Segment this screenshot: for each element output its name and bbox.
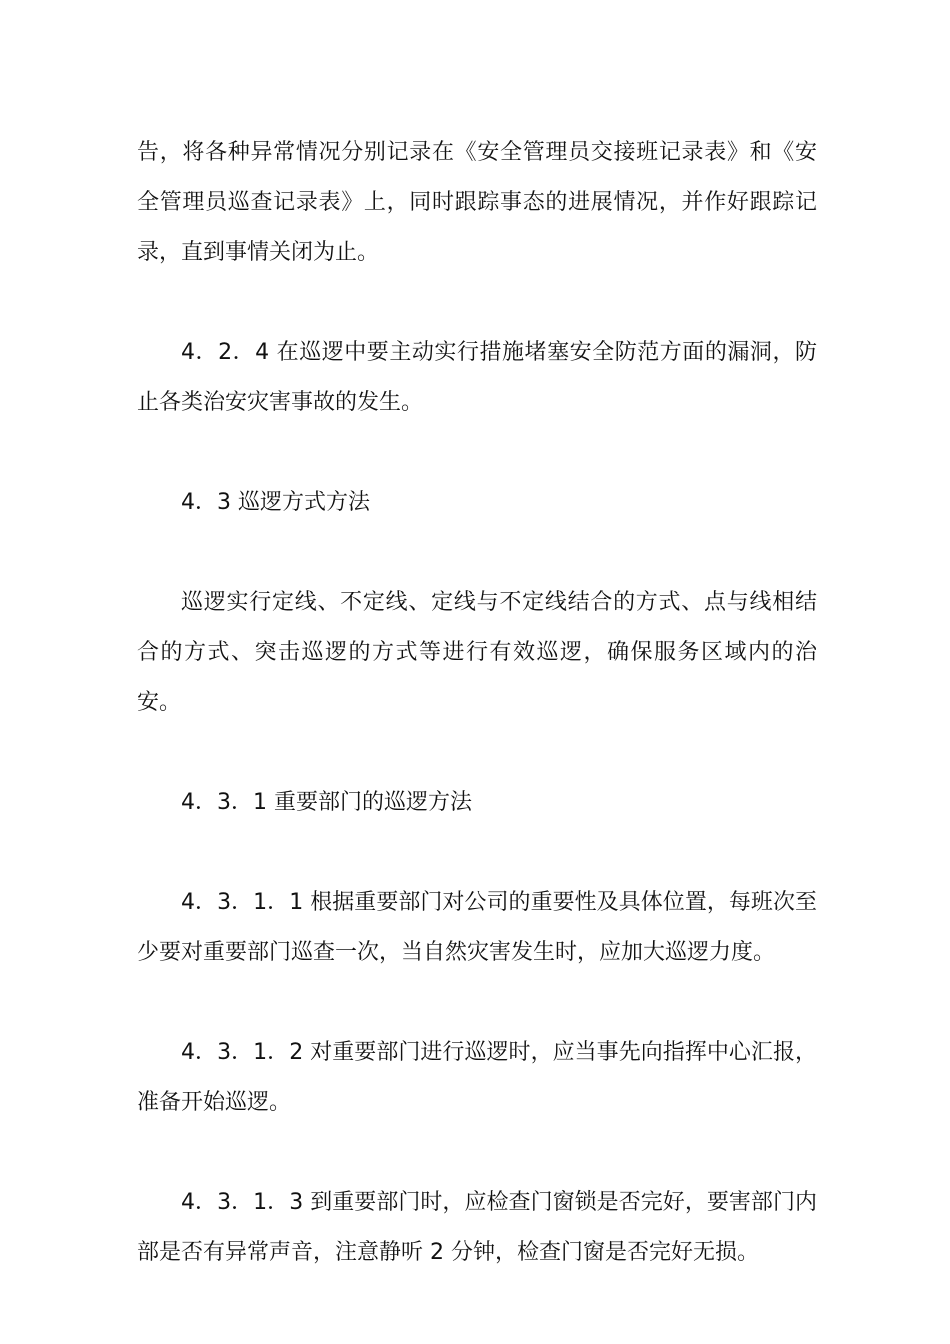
paragraph-patrol-methods: 巡逻实行定线、不定线、定线与不定线结合的方式、点与线相结合的方式、突击巡逻的方式等进行有效巡逻，确保服务区域内的治安。 — [137, 590, 817, 715]
section-heading-4-3-1: 4．3．1 重要部门的巡逻方法 — [181, 790, 472, 815]
paragraph-continuation: 告，将各种异常情况分别记录在《安全管理员交接班记录表》和《安全管理员巡查记录表》上，同时跟踪事态的进展情况，并作好跟踪记录，直到事情关闭为止。 — [137, 140, 817, 265]
paragraph-4-3-1-1: 4．3．1．1 根据重要部门对公司的重要性及具体位置，每班次至少要对重要部门巡查一次，当自然灾害发生时，应加大巡逻力度。 — [137, 890, 817, 965]
paragraph-4-3-1-3: 4．3．1．3 到重要部门时，应检查门窗锁是否完好，要害部门内部是否有异常声音，注意静听 2 分钟，检查门窗是否完好无损。 — [137, 1190, 817, 1265]
section-heading-4-3: 4．3 巡逻方式方法 — [181, 490, 370, 515]
document-body — [137, 128, 817, 1278]
paragraph-4-3-1-2: 4．3．1．2 对重要部门进行巡逻时，应当事先向指挥中心汇报，准备开始巡逻。 — [137, 1040, 817, 1115]
paragraph-4-2-4: 4．2．4 在巡逻中要主动实行措施堵塞安全防范方面的漏洞，防止各类治安灾害事故的发生。 — [137, 340, 817, 415]
